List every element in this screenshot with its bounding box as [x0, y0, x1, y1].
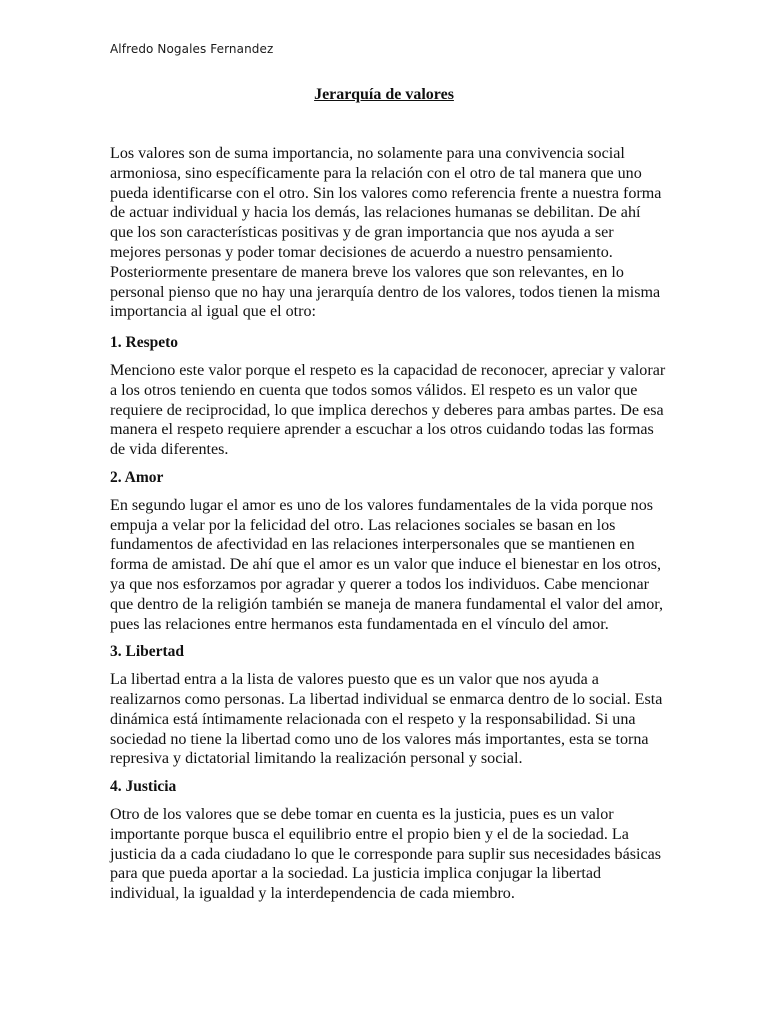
section-heading: 2. Amor: [110, 468, 164, 486]
section-heading: 3. Libertad: [110, 643, 185, 661]
section-paragraph: En segundo lugar el amor es uno de los valores fundamentales de la vida porque nos empuja a velar por la felicidad del otro. Las relaciones sociales se basan en los fundamentos de afectividad en las relaciones interpersonales que se mantienen en forma de amistad. De ahí que el amor es un valor que induce el bienestar en los otros, ya que nos esforzamos por agradar y querer a todos los individuos. Cabe mencionar que dentro de la religión también se maneja de manera fundamental el valor del amor, pues las relaciones entre hermanos esta fundamentada en el vínculo del amor.: [110, 496, 664, 633]
section-paragraph: La libertad entra a la lista de valores puesto que es un valor que nos ayuda a realizarnos como personas. La libertad individual se enmarca dentro de lo social. Esta dinámica está íntimamente relacionada con el respeto y la responsabilidad. Si una sociedad no tiene la libertad como uno de los valores más importantes, esta se torna represiva y dictatorial limitando la realización personal y social.: [110, 671, 663, 768]
section-heading: 1. Respeto: [110, 334, 179, 352]
section-respeto: [110, 333, 666, 460]
section-paragraph: Otro de los valores que se debe tomar en cuenta es la justicia, pues es un valor importante porque busca el equilibrio entre el propio bien y el de la sociedad. La justicia da a cada ciudadano lo que le corresponde para suplir sus necesidades básicas para que pueda aportar a la sociedad. La justicia implica conjugar la libertad individual, la igualdad y la interdependencia de cada miembro.: [110, 805, 661, 903]
document-body: [110, 144, 666, 912]
section-amor: [110, 468, 666, 634]
section-paragraph: Menciono este valor porque el respeto es la capacidad de reconocer, apreciar y valorar a los otros teniendo en cuenta que todos somos válidos. El respeto es un valor que requiere de reciprocidad, lo que implica derechos y deberes para ambas partes. De esa manera el respeto requiere aprender a escuchar a los otros cuidando todas las formas de vida diferentes.: [110, 361, 666, 459]
document-title: Jerarquía de valores: [314, 86, 454, 103]
intro-paragraph: Los valores son de suma importancia, no solamente para una convivencia social armoniosa, sino específicamente para la relación con el otro de tal manera que uno pueda identificarse con el otro. Sin los valores como referencia frente a nuestra forma de actuar individual y hacia los demás, las relaciones humanas se debilitan. De ahí que los son características positivas y de gran importancia que nos ayuda a ser mejores personas y poder tomar decisiones de acuerdo a nuestro pensamiento. Posteriormente presentare de manera breve los valores que son relevantes, en lo personal pienso que no hay una jerarquía dentro de los valores, todos tienen la misma importancia al igual que el otro:: [110, 145, 662, 321]
section-heading: 4. Justicia: [110, 778, 177, 796]
section-libertad: [110, 642, 666, 769]
author-header: Alfredo Nogales Fernandez: [110, 42, 274, 56]
section-justicia: [110, 777, 666, 904]
